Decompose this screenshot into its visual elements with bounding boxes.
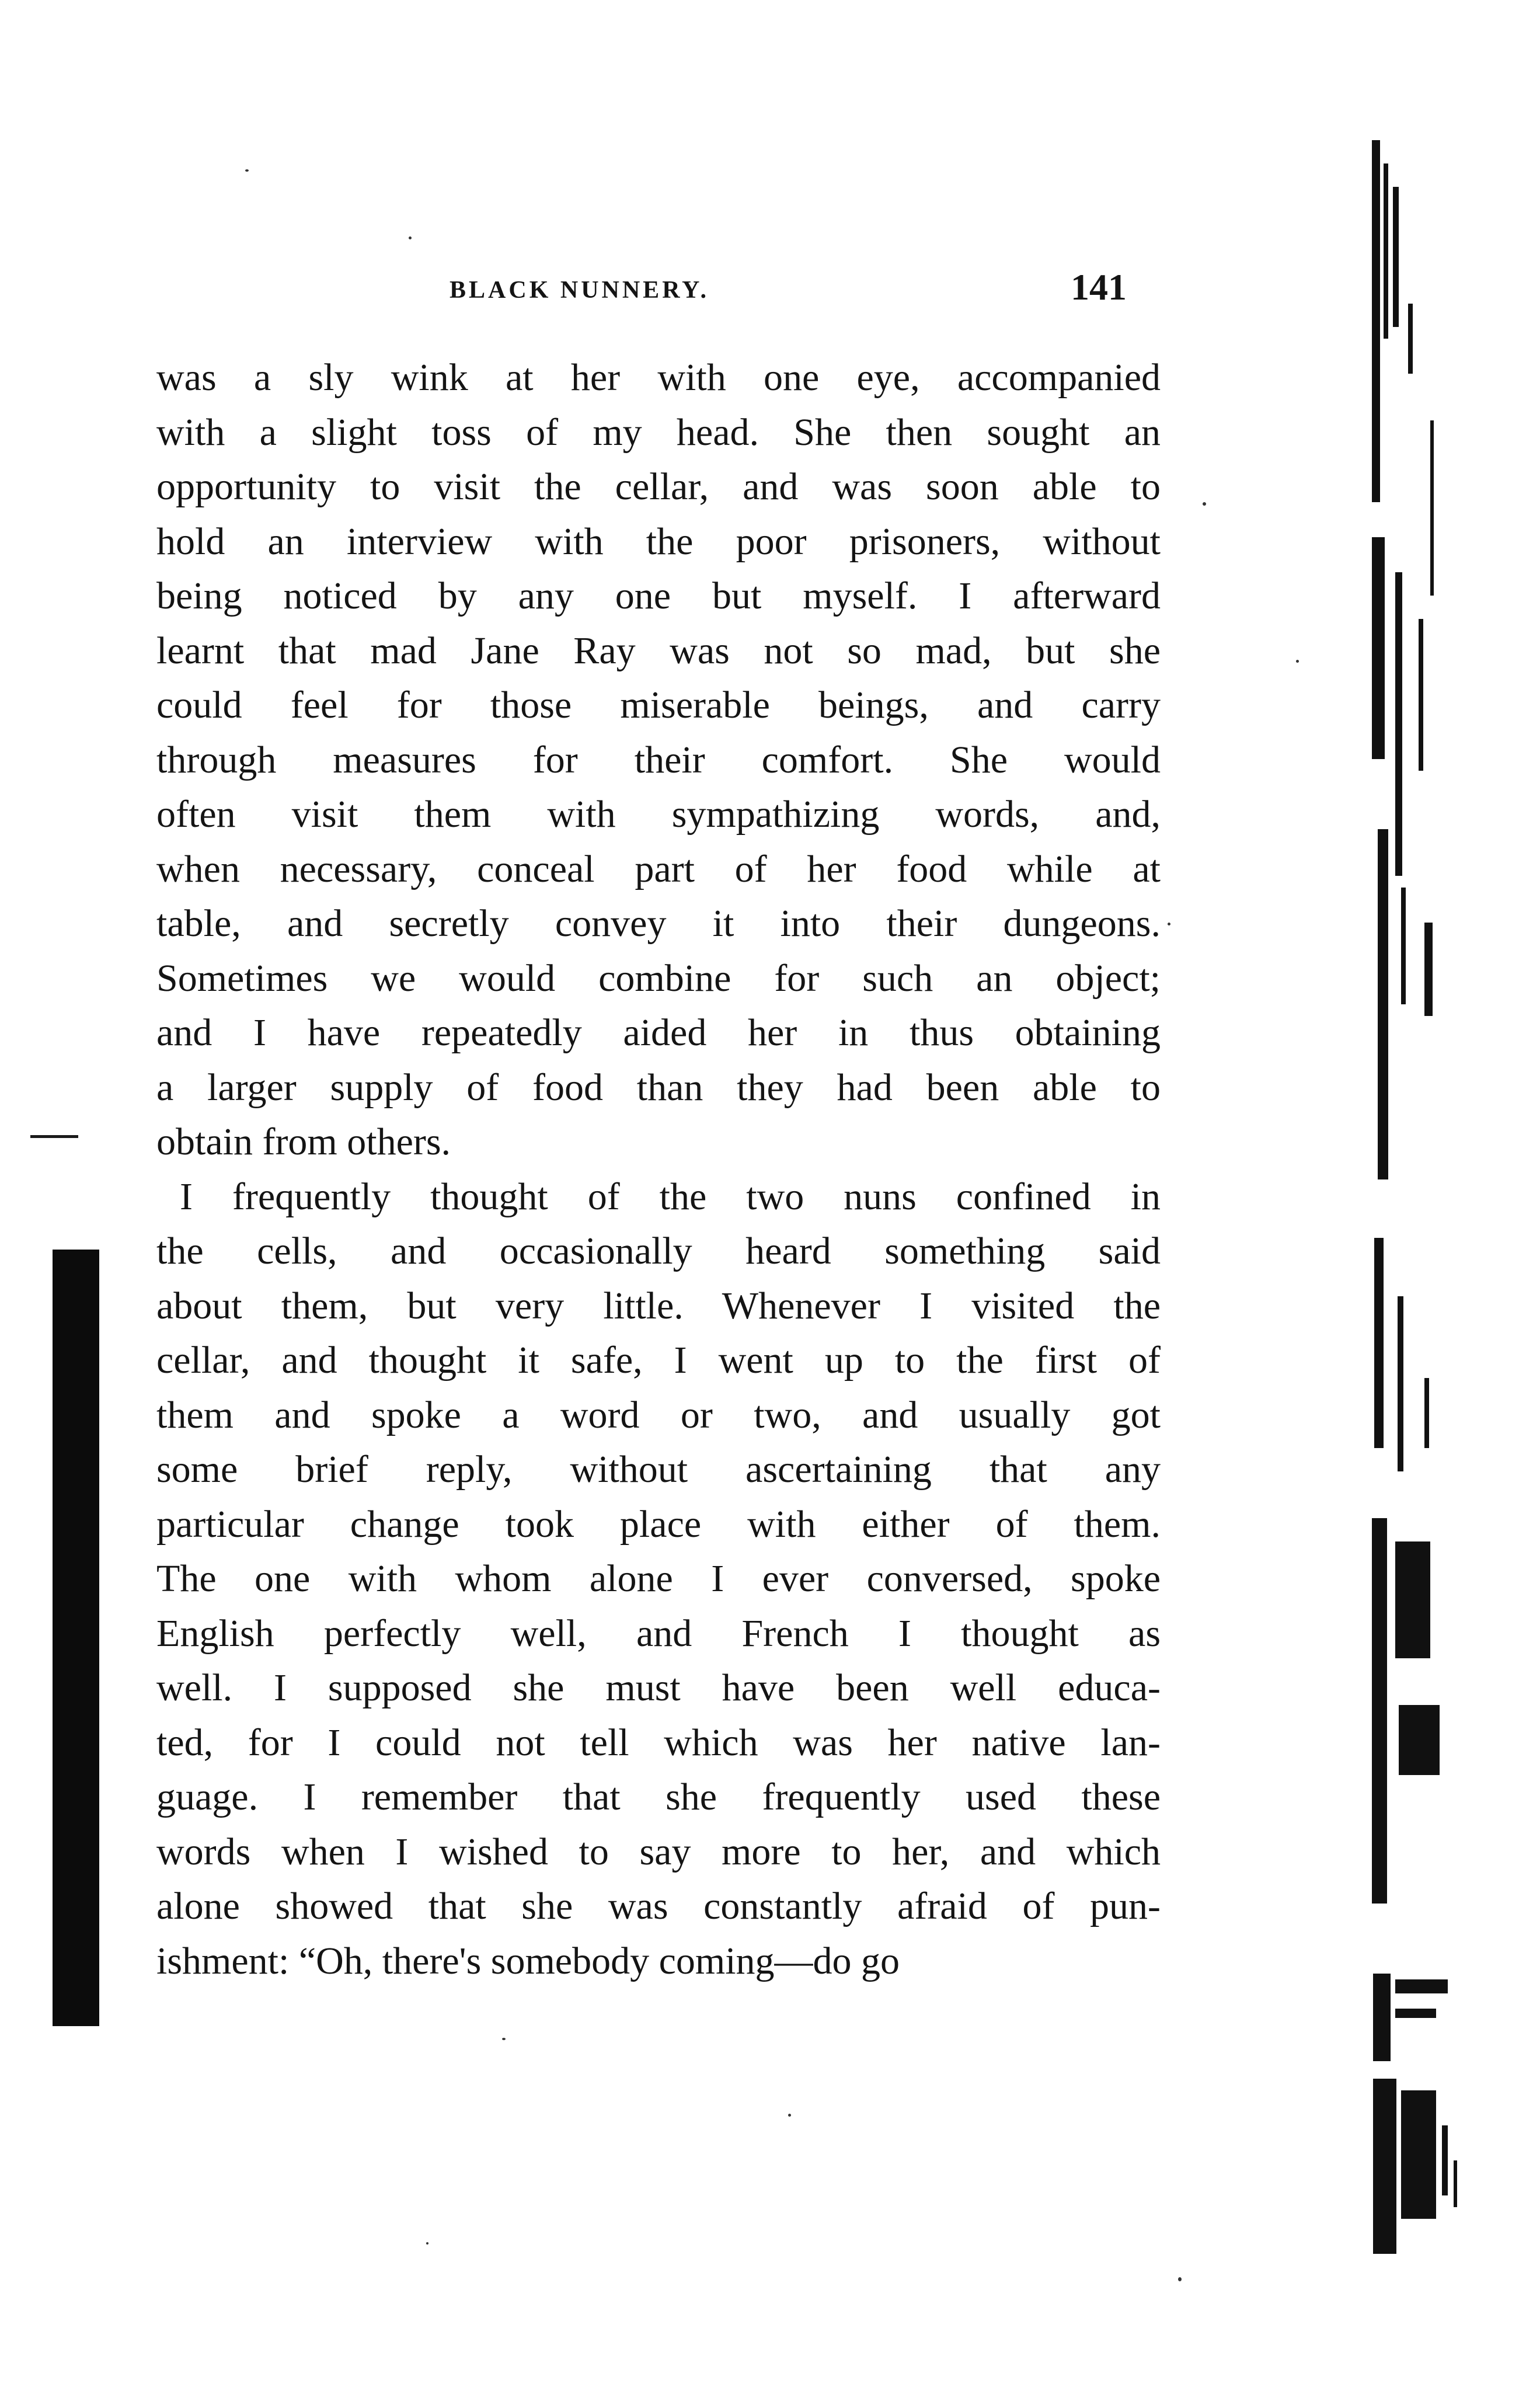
- text-line: some brief reply, without ascertaining that any: [156, 1448, 1161, 1491]
- text-line: through measures for their comfort. She would: [156, 738, 1161, 781]
- text-line: learnt that mad Jane Ray was not so mad, but she: [156, 629, 1161, 672]
- text-line: being noticed by any one but myself. I afterward: [156, 575, 1161, 617]
- page-edge-bleed-through: [1360, 128, 1477, 2266]
- text-line: Sometimes we would combine for such an object;: [156, 956, 1161, 1000]
- page-number: 141: [1071, 266, 1127, 308]
- text-line: ted, for I could not tell which was her native lan-: [156, 1721, 1161, 1764]
- scan-speck: [245, 169, 249, 172]
- paragraph-1: [156, 350, 1161, 1170]
- running-title: BLACK NUNNERY.: [450, 277, 710, 304]
- text-line: could feel for those miserable beings, and carry: [156, 684, 1161, 726]
- text-line: the cells, and occasionally heard something said: [156, 1230, 1161, 1272]
- text-line: table, and secretly convey it into their dungeons.: [156, 902, 1161, 945]
- text-line: ishment: “Oh, there's somebody coming—do go: [156, 1939, 900, 1982]
- text-line: I frequently thought of the two nuns confined in: [180, 1175, 1161, 1218]
- scan-speck: [409, 236, 412, 239]
- text-line: cellar, and thought it safe, I went up to the first of: [156, 1339, 1161, 1382]
- text-line: about them, but very little. Whenever I visited the: [156, 1284, 1161, 1327]
- text-line: The one with whom alone I ever conversed, spoke: [156, 1557, 1161, 1600]
- running-header: [450, 266, 1127, 318]
- text-line: alone showed that she was constantly afraid of pun-: [156, 1885, 1161, 1927]
- scan-speck: [1203, 502, 1206, 506]
- scan-speck: [788, 2114, 791, 2117]
- text-line: a larger supply of food than they had been able to: [156, 1066, 1161, 1109]
- text-line: and I have repeatedly aided her in thus obtaining: [156, 1011, 1161, 1054]
- text-line: often visit them with sympathizing words, and,: [156, 793, 1161, 836]
- text-line: them and spoke a word or two, and usually got: [156, 1393, 1161, 1436]
- scan-margin-bar: [53, 1250, 99, 2026]
- scan-speck: [502, 2038, 506, 2040]
- scan-margin-dash: [30, 1135, 78, 1138]
- text-line: particular change took place with either of them.: [156, 1502, 1161, 1546]
- text-line: with a slight toss of my head. She then sought an: [156, 410, 1161, 454]
- scan-speck: [1296, 660, 1299, 663]
- text-line: hold an interview with the poor prisoners, without: [156, 520, 1161, 563]
- text-line: was a sly wink at her with one eye, accompanied: [156, 356, 1161, 399]
- scan-speck: [1178, 2277, 1182, 2281]
- text-line: when necessary, conceal part of her food while at: [156, 847, 1161, 890]
- scan-speck: [1168, 923, 1170, 925]
- text-line: well. I supposed she must have been well educa-: [156, 1666, 1161, 1709]
- text-line: guage. I remember that she frequently used these: [156, 1776, 1161, 1818]
- text-line: English perfectly well, and French I thought as: [156, 1612, 1161, 1655]
- text-line: opportunity to visit the cellar, and was soon able to: [156, 465, 1161, 508]
- body-text: [156, 350, 1161, 1988]
- paragraph-2: [156, 1170, 1161, 1989]
- text-line: words when I wished to say more to her, and which: [156, 1830, 1161, 1873]
- text-line: obtain from others.: [156, 1121, 451, 1163]
- scan-speck: [426, 2242, 428, 2245]
